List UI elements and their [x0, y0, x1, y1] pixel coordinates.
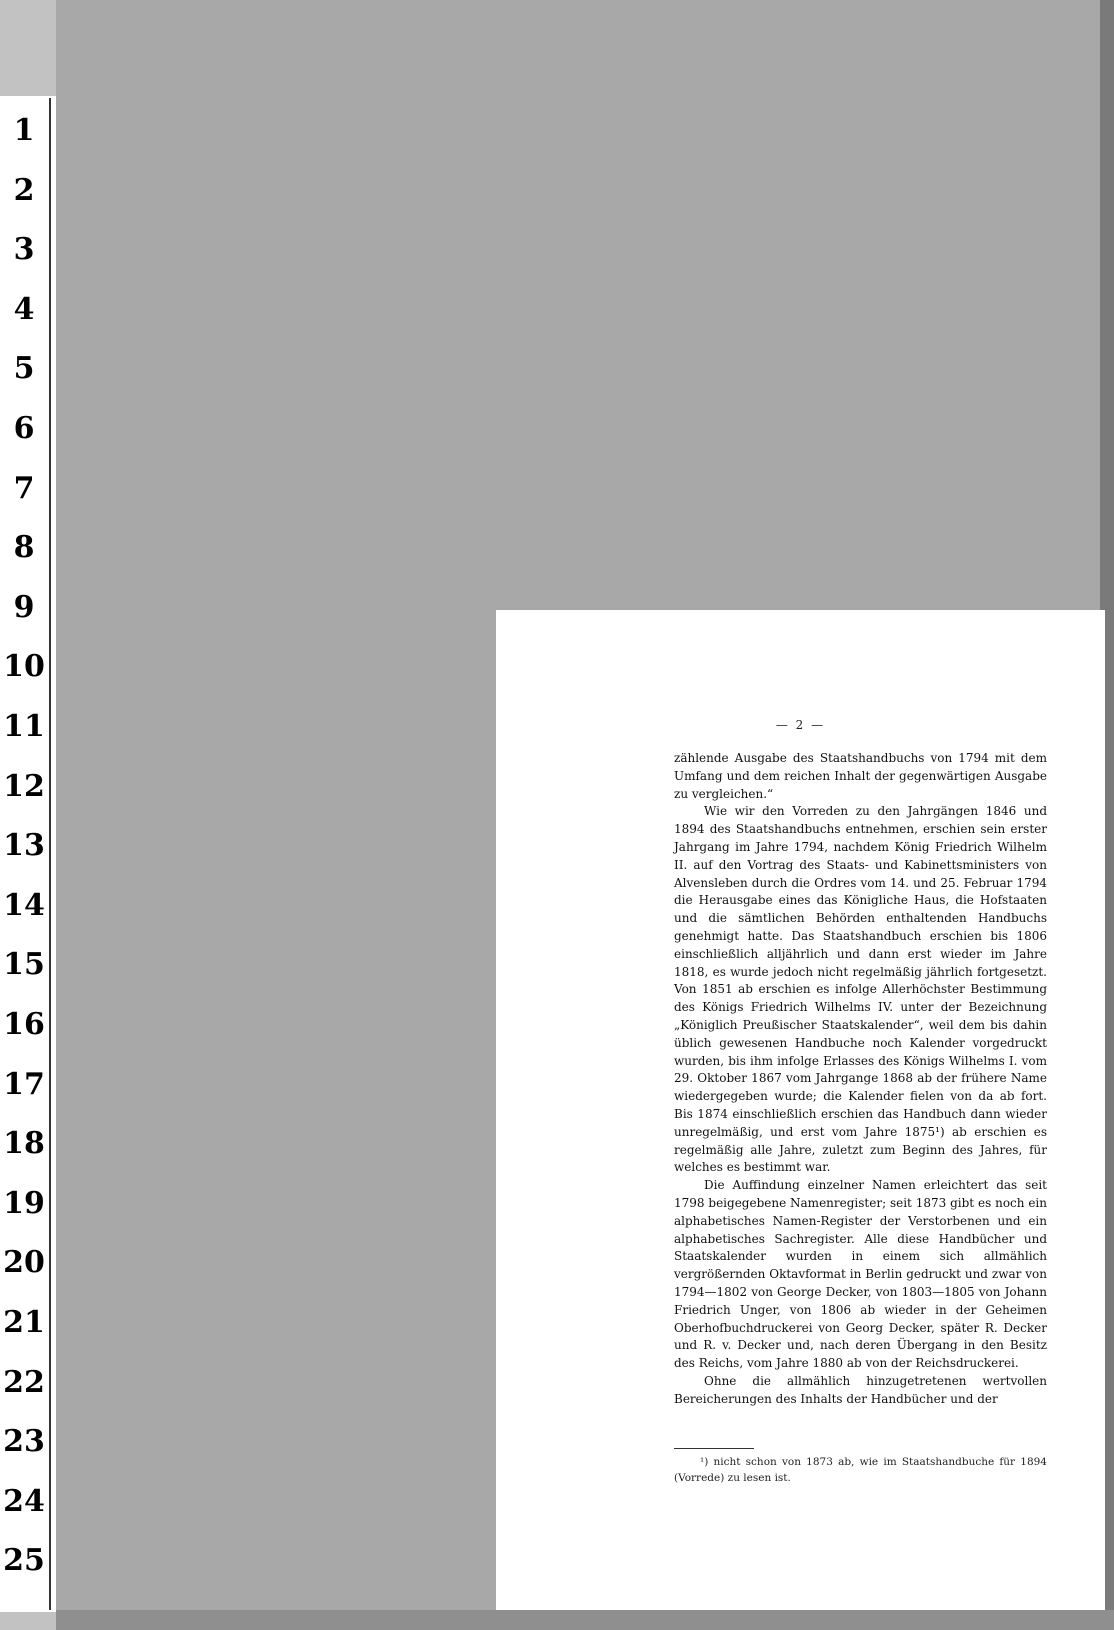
- line-number-ruler: [0, 0, 56, 1630]
- ruler-top-block: [0, 0, 56, 96]
- footnote: ¹) nicht schon von 1873 ab, wie im Staatshandbuche für 1894 (Vorrede) zu lesen ist.: [674, 1456, 1047, 1484]
- ruler-number: 8: [13, 530, 35, 566]
- ruler-divider-line: [49, 98, 51, 1610]
- ruler-number: 12: [3, 768, 45, 804]
- ruler-number: 22: [3, 1364, 45, 1400]
- ruler-number: 2: [13, 172, 35, 208]
- paragraph: Wie wir den Vorreden zu den Jahrgängen 1846 und 1894 des Staatshandbuchs entnehmen, erschien sein erster Jahrgang im Jahre 1794, nachdem König Friedrich Wilhelm II. auf den Vortrag des Staats- und Kabinettsministers von Alvensleben durch die Ordres vom 14. und 25. Februar 1794 die Herausgabe eines das Königliche Haus, die Hofstaaten und die sämtlichen Behörden enthaltenden Handbuchs genehmigt hatte. Das Staatshandbuch erschien bis 1806 einschließlich alljährlich und dann erst wieder im Jahre 1818, es wurde jedoch nicht regelmäßig jährlich fortgesetzt. Von 1851 ab erschien es infolge Allerhöchster Bestimmung des Königs Friedrich Wilhelms IV. unter der Bezeichnung „Königlich Preußischer Staatskalender“, weil dem bis dahin üblich gewesenen Handbuche noch Kalender vorgedruckt wurden, bis ihm infolge Erlasses des Königs Wilhelms I. vom 29. Oktober 1867 vom Jahrgange 1868 ab der frühere Name wiedergegeben wurde; die Kalender fielen von da ab fort. Bis 1874 einschließlich erschien das Handbuch dann wieder unregelmäßig, und erst vom Jahre 1875¹) ab erschien es regelmäßig alle Jahre, zuletzt zum Beginn des Jahres, für welches es bestimmt war.: [674, 804, 1047, 1175]
- ruler-number: 16: [3, 1007, 45, 1042]
- ruler-number: 23: [3, 1424, 45, 1460]
- ruler-number: 1: [13, 113, 35, 148]
- ruler-number: 5: [13, 351, 35, 387]
- ruler-number: 3: [13, 232, 35, 268]
- ruler-number: 25: [3, 1543, 45, 1579]
- page-number: — 2 —: [775, 718, 826, 732]
- ruler-number: 4: [13, 291, 35, 327]
- ruler-number: 10: [3, 649, 45, 685]
- ruler-number: 18: [3, 1126, 45, 1162]
- ruler-number: 13: [3, 828, 45, 864]
- paragraph: zählende Ausgabe des Staatshandbuchs von 1794 mit dem Umfang und dem reichen Inhalt der gegenwärtigen Ausgabe zu vergleichen.“: [674, 751, 1047, 801]
- ruler-number: 7: [13, 470, 35, 506]
- footnote-divider: [674, 1448, 754, 1449]
- board-bottom-edge: [56, 1610, 1114, 1630]
- ruler-number: 15: [3, 947, 45, 983]
- paragraph: Ohne die allmählich hinzugetretenen wertvollen Bereicherungen des Inhalts der Handbücher und der: [674, 1373, 1047, 1406]
- ruler-number: 14: [3, 887, 45, 923]
- paragraph: Die Auffindung einzelner Namen erleichtert das seit 1798 beigegebene Namenregister; seit 1873 gibt es noch ein alphabetisches Namen-Register der Verstorbenen und ein alphabetisches Sachregister. Alle diese Handbücher und Staatskalender wurden in einem sich allmählich vergrößernden Oktavformat in Berlin gedruckt und zwar von 1794—1802 von George Decker, von 1803—1805 von Johann Friedrich Unger, von 1806 ab wieder in der Geheimen Oberhofbuchdruckerei von Georg Decker, später R. Decker und R. v. Decker und, nach deren Übergang in den Besitz des Reichs, vom Jahre 1880 ab von der Reichsdruckerei.: [674, 1178, 1047, 1371]
- ruler-number: 21: [3, 1305, 45, 1340]
- ruler-number: 24: [3, 1483, 45, 1519]
- document-page: [496, 610, 1105, 1610]
- ruler-number: 6: [13, 411, 35, 446]
- ruler-number: 11: [3, 709, 45, 744]
- page-body-text: [674, 750, 1047, 1408]
- ruler-number: 17: [3, 1066, 45, 1102]
- ruler-number: 19: [3, 1185, 45, 1221]
- ruler-bottom-block: [0, 1612, 56, 1630]
- ruler-number: 20: [3, 1245, 45, 1281]
- ruler-number: 9: [13, 589, 35, 625]
